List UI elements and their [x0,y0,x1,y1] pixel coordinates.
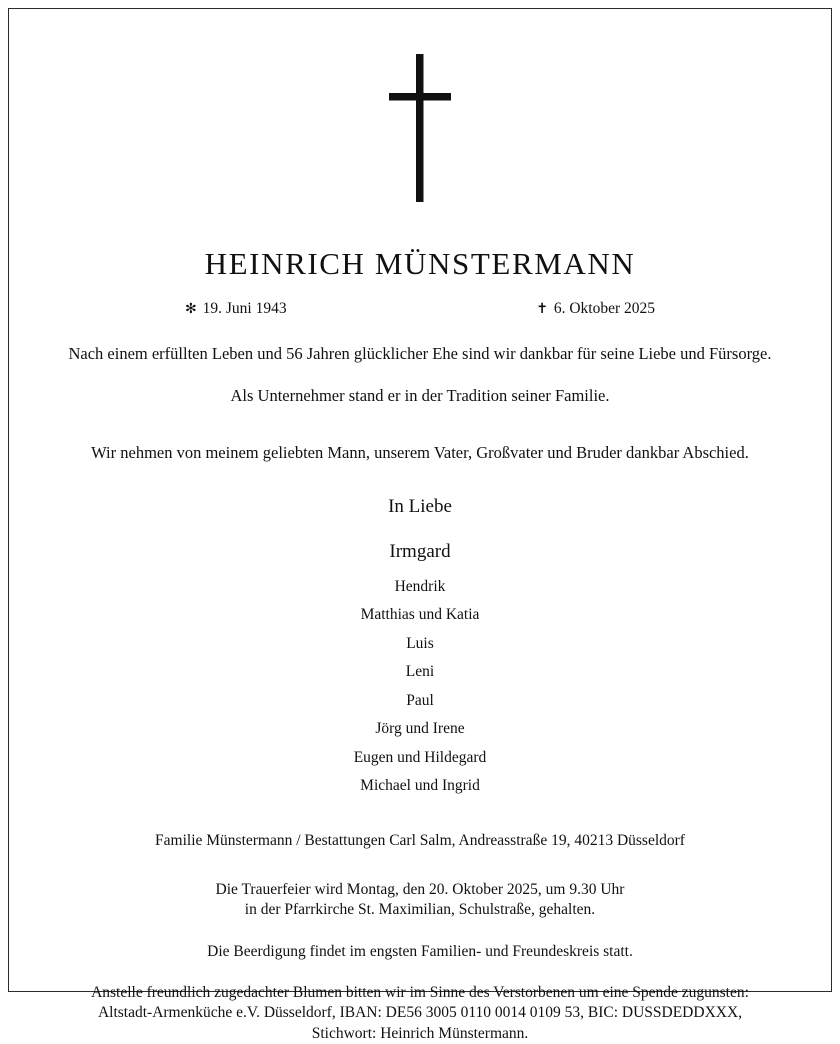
list-item: Paul [406,691,434,709]
death-date-value: 6. Oktober 2025 [553,300,655,317]
widow-name: Irmgard [389,540,451,562]
birth-date-value: 19. Juni 1943 [202,300,287,317]
deceased-name: HEINRICH MÜNSTERMANN [204,246,636,281]
life-dates [185,300,655,318]
donation-line-2: Altstadt-Armenküche e.V. Düsseldorf, IBAN: DE56 3005 0110 0014 0109 53, BIC: DUSSDEDDXXX, [97,1004,743,1022]
service-line-2: in der Pfarrkirche St. Maximilian, Schulstraße, gehalten. [244,901,596,919]
list-item: Luis [406,634,434,652]
list-item: Matthias und Katia [360,606,480,624]
donation-line-1: Anstelle freundlich zugedachter Blumen bitten wir im Sinne des Verstorbenen um eine Spende zugunsten: [91,983,749,1001]
list-item: Eugen und Hildegard [353,748,487,766]
tribute-paragraph-2: Als Unternehmer stand er in der Tradition seiner Familie. [230,386,610,406]
death-date [536,300,655,318]
burial-note: Die Beerdigung findet im engsten Familien- und Freundeskreis statt. [207,942,633,960]
list-item: Jörg und Irene [375,720,465,738]
donation-line-3: Stichwort: Heinrich Münstermann. [311,1024,529,1042]
closing-phrase: In Liebe [388,495,452,517]
obituary-notice [8,8,832,1042]
list-item: Leni [405,663,435,681]
birth-date [185,300,287,318]
tribute-paragraph-1: Nach einem erfüllten Leben und 56 Jahren glücklicher Ehe sind wir dankbar für seine Liebe und Fürsorge. [68,344,772,363]
tribute-paragraph-3: Wir nehmen von meinem geliebten Mann, unserem Vater, Großvater und Bruder dankbar Abschied. [91,442,749,462]
list-item: Hendrik [394,577,446,595]
list-item: Michael und Ingrid [360,777,480,795]
death-cross-icon: ✝ [536,302,548,317]
funeral-arranger: Familie Münstermann / Bestattungen Carl Salm, Andreasstraße 19, 40213 Düsseldorf [155,831,685,849]
service-line-1: Die Trauerfeier wird Montag, den 20. Oktober 2025, um 9.30 Uhr [215,880,625,898]
donation-request [91,983,749,1044]
funeral-service-details [216,880,625,921]
survivors-list [354,579,487,794]
cross-icon [389,54,451,202]
birth-star-icon: ✻ [185,302,197,317]
